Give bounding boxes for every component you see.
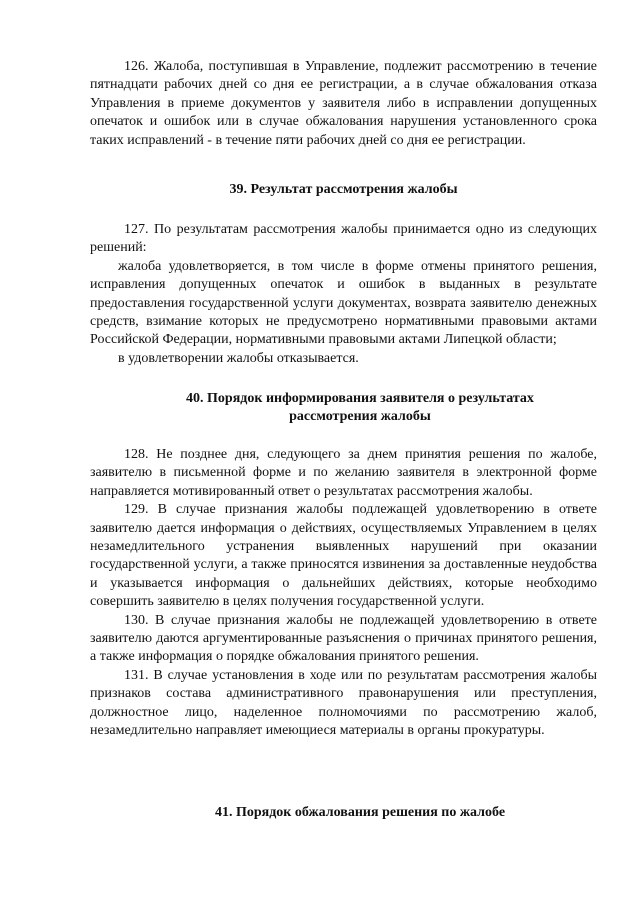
paragraph-127-option-satisfied: жалоба удовлетворяется, в том числе в форме отмены принятого решения, исправления допущенных опечаток и ошибок в выданных в результате предоставления государственной услуги документах, возврата заявителю денежных средств, взимание которых не предусмотрено нормативными правовыми актами Российской Федерации, нормативными правовыми актами Липецкой области; xyxy=(90,258,597,348)
paragraph-131: 131. В случае установления в ходе или по результатам рассмотрения жалобы признаков состава административного правонарушения или преступления, должностное лицо, наделенное полномочиями по рассмотрению жалоб, незамедлительно направляет имеющиеся материалы в органы прокуратуры. xyxy=(90,667,597,739)
paragraph-127: 127. По результатам рассмотрения жалобы принимается одно из следующих решений: xyxy=(90,222,597,256)
section-heading-40 xyxy=(90,390,630,427)
paragraph-126-block xyxy=(90,58,597,150)
section-heading-40-line-1: 40. Порядок информирования заявителя о результатах xyxy=(186,391,534,406)
paragraph-127-block xyxy=(90,221,597,368)
section-heading-41: 41. Порядок обжалования решения по жалобе xyxy=(214,805,506,820)
section-heading-40-line-2: рассмотрения жалобы xyxy=(289,409,431,425)
paragraphs-128-131-block xyxy=(90,446,597,741)
section-heading-39: 39. Результат рассмотрения жалобы xyxy=(229,182,458,197)
paragraph-128: 128. Не позднее дня, следующего за днем принятия решения по жалобе, заявителю в письменной форме и по желанию заявителя в электронной форме направляется мотивированный ответ о результатах рассмотрения жалобы. xyxy=(90,447,597,499)
paragraph-127-option-refused: в удовлетворении жалобы отказывается. xyxy=(118,350,359,366)
paragraph-126: 126. Жалоба, поступившая в Управление, подлежит рассмотрению в течение пятнадцати рабочих дней со дня ее регистрации, а в случае обжалования отказа Управления в приеме документов у заявителя либо в исправлении допущенных опечаток и ошибок или в случае обжалования нарушения установленного срока таких исправлений - в течение пяти рабочих дней со дня ее регистрации. xyxy=(90,59,597,148)
paragraph-130: 130. В случае признания жалобы не подлежащей удовлетворению в ответе заявителю даются аргументированные разъяснения о причинах принятого решения, а также информация о порядке обжалования принятого решения. xyxy=(90,612,597,665)
paragraph-129: 129. В случае признания жалобы подлежащей удовлетворению в ответе заявителю дается информация о действиях, осуществляемых Управлением в целях незамедлительного устранения выявленных нарушений при оказании государственной услуги, а также приносятся извинения за доставленные неудобства и указывается информация о дальнейших действиях, которые необходимо совершить заявителю в целях получения государственной услуги. xyxy=(90,502,597,610)
